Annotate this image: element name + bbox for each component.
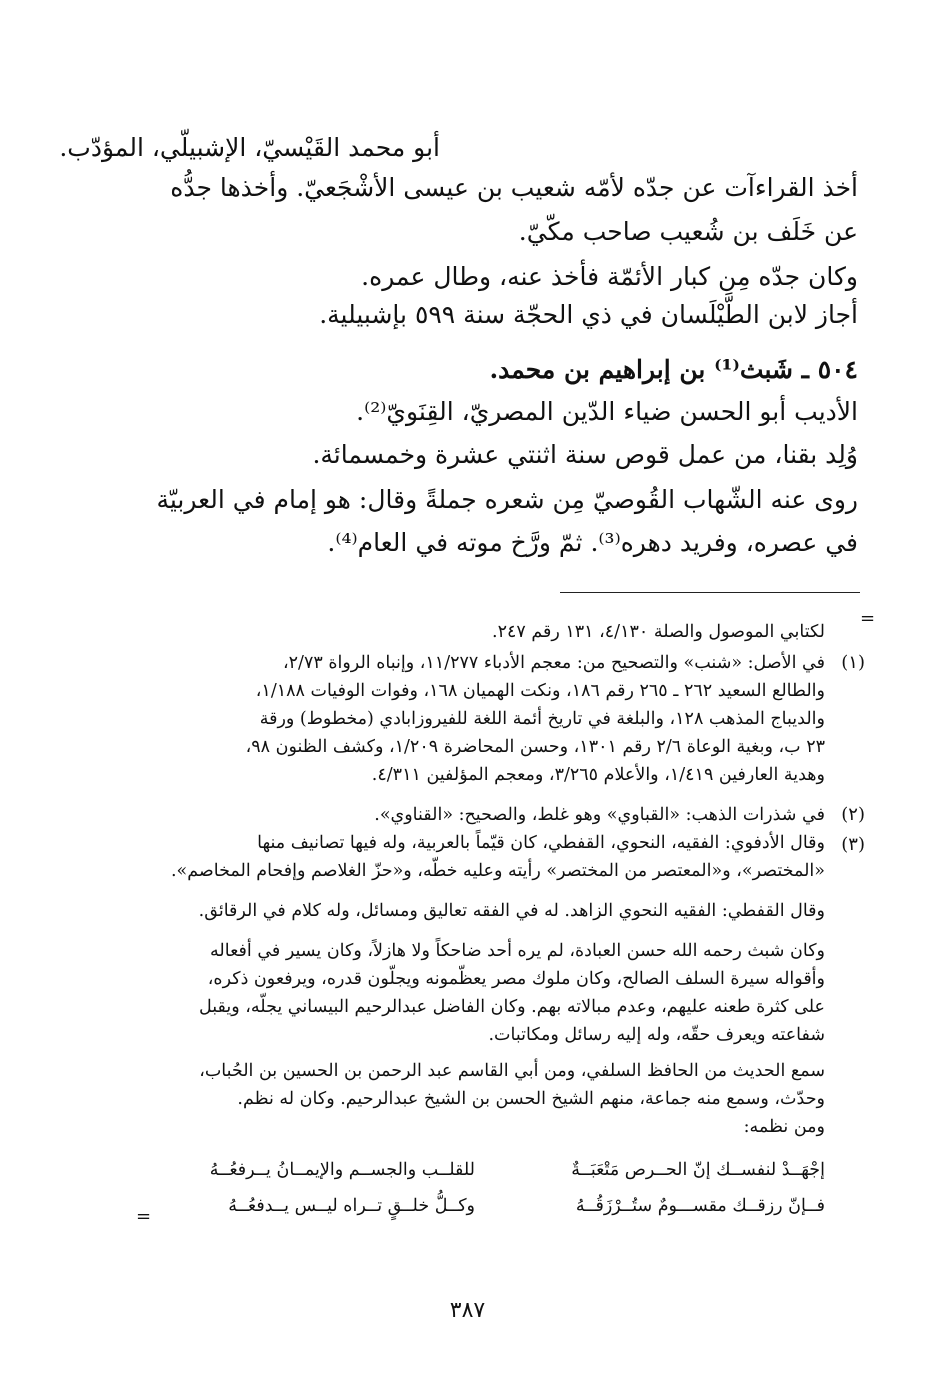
footnote-3-number: (٣) [841, 834, 865, 855]
footnote-1-line-1: في الأصل: «شنب» والتصحيح من: معجم الأدباء ١١/٢٧٧، وإنباه الرواة ٢/٧٣، [283, 653, 825, 673]
body-line-7: الأديب أبو الحسن ضياء الدّين المصريّ، القِنَويّ⁽²⁾. [356, 397, 858, 426]
footnote-1-line-4: ٢٣ ب، وبغية الوعاة ٢/٦ رقم ١٣٠١، وحسن المحاضرة ١/٢٠٩، وكشف الظنون ٩٨، [245, 737, 825, 757]
footnote-3-line-7: شفاعته ويعرف حقّه، وله إليه رسائل ومكاتبات. [488, 1025, 825, 1045]
footnote-2-line: في شذرات الذهب: «القباوي» وهو غلط، والصحيح: «القناوي». [374, 805, 825, 825]
footnote-separator [560, 592, 860, 593]
body-line-3: عن خَلَف بن شُعيب صاحب مكّيّ. [518, 217, 858, 246]
footnote-1-line-5: وهدية العارفين ١/٤١٩، والأعلام ٣/٢٦٥، ومعجم المؤلفين ٤/٣١١. [371, 765, 825, 785]
verse-1-first-hemistich: إجْهَــدْ لنفســك إنّ الحــرص مَتْعَبَــةٌ [571, 1160, 825, 1180]
footnote-3-line-8: سمع الحديث من الحافظ السلفي، ومن أبي القاسم عبد الرحمن بن الحسين بن الحُباب، [199, 1061, 825, 1081]
page-number: ٣٨٧ [449, 1298, 486, 1323]
footnote-1-line-2: والطالع السعيد ٢٦٢ ـ ٢٦٥ رقم ١٨٦، ونكت الهميان ١٦٨، وفوات الوفيات ١/١٨٨، [255, 681, 825, 701]
footnote-3-line-2: «المختصر»، و«المعتصر من المختصر» رأيته وعليه خطّه، و«حزّ الغلاصم وإفحام المخاصم». [170, 861, 825, 881]
body-line-9: روى عنه الشّهاب القُوصيّ مِن شعره جملةً وقال: هو إمام في العربيّة [156, 485, 858, 514]
verse-2-first-hemistich: فــإنّ رزقــك مقســـومٌ ستُــرْزَقُــهُ [575, 1196, 825, 1216]
body-line-10: في عصره، وفريد دهره⁽³⁾. ثمّ ورَّخ موته في العام⁽⁴⁾. [327, 528, 858, 557]
footnote-3-line-3: وقال القفطي: الفقيه النحوي الزاهد. له في الفقه تعاليق ومسائل، وله كلام في الرقائق. [198, 901, 825, 921]
body-line-5: أجاز لابن الطَّيْلَسان في ذي الحجّة سنة ٥٩٩ بإشبيلية. [319, 300, 858, 329]
body-line-2: أخذ القراءآت عن جدّه لأمّه شعيب بن عيسى الأشْجَعيّ. وأخذها جدُّه [170, 173, 858, 202]
footnote-2-number: (٢) [841, 804, 865, 825]
body-line-4: وكان جدّه مِن كبار الأئمّة فأخذ عنه، وطال عمره. [361, 262, 858, 291]
footnote-continuation: لكتابي الموصول والصلة ٤/١٣٠، ١٣١ رقم ٢٤٧. [491, 622, 825, 642]
footnote-3-line-5: وأقواله سيرة السلف الصالح، وكان ملوك مصر يعظّمونه ويجلّون قدره، ويرفعون ذكره، [207, 969, 825, 989]
footnote-3-line-4: وكان شبث رحمه الله حسن العبادة، لم يره أحد ضاحكاً ولا هازلاً، وكان يسير في أفعاله [210, 941, 825, 961]
end-continuation-mark: = [136, 1206, 152, 1227]
verse-1-second-hemistich: للقلــب والجســم والإيمــانُ يــرفعُــهُ [209, 1160, 475, 1180]
continuation-mark: = [860, 608, 876, 629]
footnote-1-line-3: والديباج المذهب ١٢٨، والبلغة في تاريخ أئمة اللغة للفيروزابادي (مخطوط) ورقة [259, 709, 825, 729]
footnote-3-line-9: وحدّث، وسمع منه جماعة، منهم الشيخ الحسن بن الشيخ عبدالرحيم. وكان له نظم. [237, 1089, 825, 1109]
body-line-8: وُلِد بقنا، من عمل قوص سنة اثنتي عشرة وخمسمائة. [312, 440, 858, 469]
entry-heading: ٥٠٤ ـ شَبث⁽¹⁾ بن إبراهيم بن محمد. [489, 355, 858, 384]
footnote-3-line-6: على كثرة طعنه عليهم، وعدم مبالاته بهم. وكان الفاضل عبدالرحيم البيساني يجلّه، ويقبل [198, 997, 825, 1017]
footnote-1-number: (١) [841, 652, 865, 673]
body-line-1: أبو محمد القَيْسيّ، الإشبيلّي، المؤدّب. [59, 133, 440, 162]
footnote-3-line-10: ومن نظمه: [743, 1117, 825, 1137]
footnote-3-line-1: وقال الأدفوي: الفقيه، النحوي، القفطي، كان قيّماً بالعربية، وله فيها تصانيف منها [257, 833, 825, 853]
verse-2-second-hemistich: وكــلُّ خلــقٍ تــراه ليــس يــدفعُــهُ [228, 1196, 475, 1216]
